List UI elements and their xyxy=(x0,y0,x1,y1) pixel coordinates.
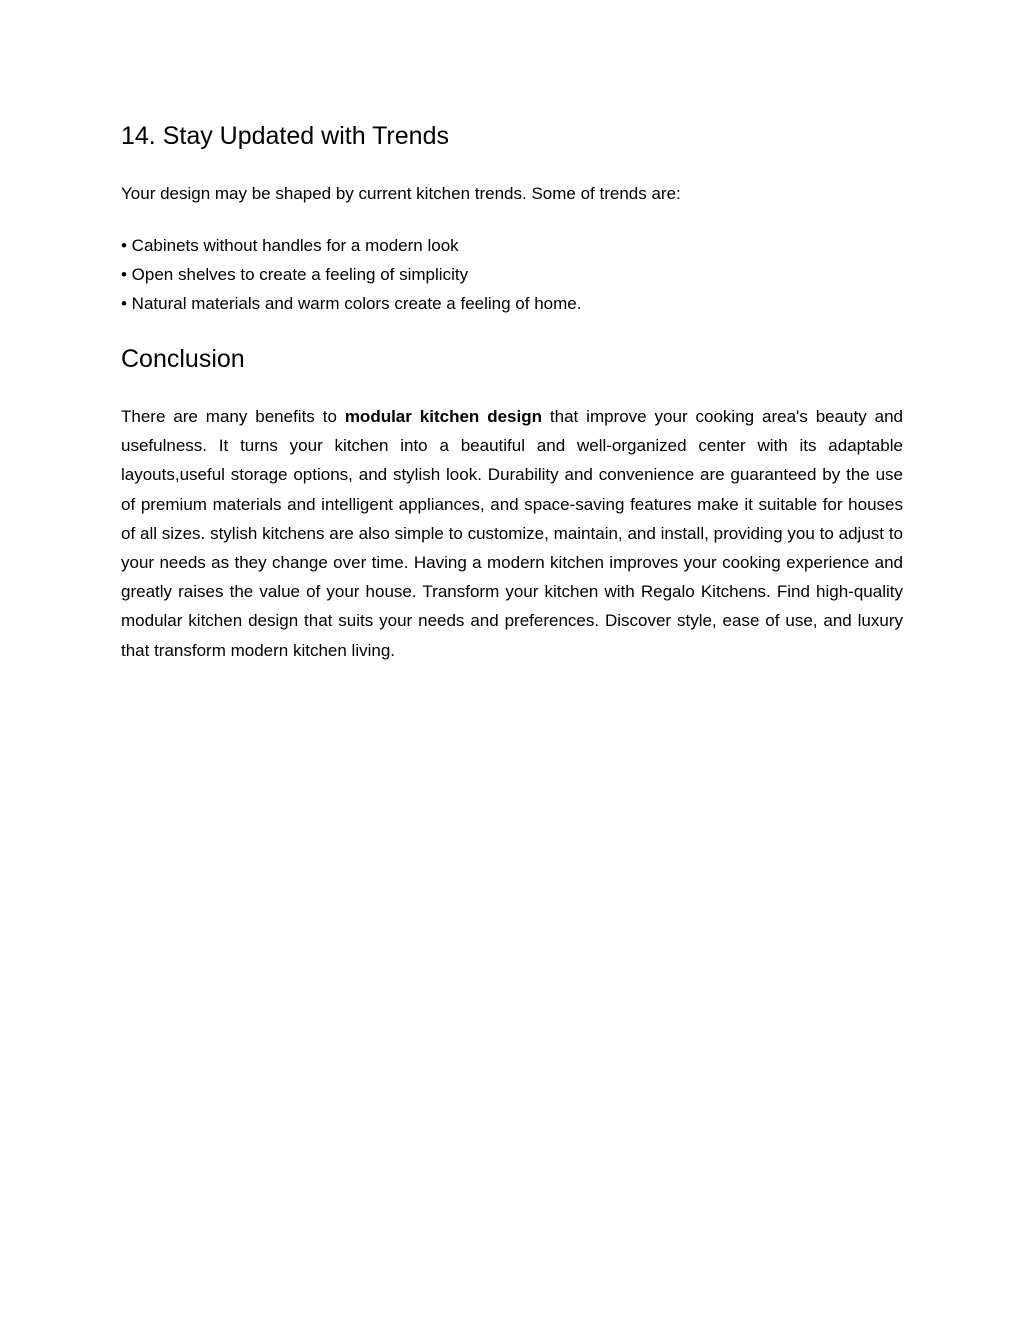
list-item: • Open shelves to create a feeling of simplicity xyxy=(121,265,469,284)
section-heading-trends: 14. Stay Updated with Trends xyxy=(121,122,449,150)
conclusion-paragraph xyxy=(121,402,903,665)
trends-intro-paragraph: Your design may be shaped by current kitchen trends. Some of trends are: xyxy=(121,184,681,203)
section-heading-conclusion: Conclusion xyxy=(121,345,245,373)
conclusion-text-start: There are many benefits to xyxy=(121,407,345,426)
list-item: • Cabinets without handles for a modern look xyxy=(121,236,459,255)
trend-list xyxy=(121,231,581,318)
conclusion-bold-phrase: modular kitchen design xyxy=(344,407,542,426)
list-item: • Natural materials and warm colors create a feeling of home. xyxy=(121,294,582,313)
conclusion-text-rest: that improve your cooking area's beauty and usefulness. It turns your kitchen into a beautiful and well-organized center with its adaptable layouts,useful storage options, and stylish look. Durability and convenience are guaranteed by the use of premium materials and intelligent appliances, and space-saving features make it suitable for houses of all sizes. stylish kitchens are also simple to customize, maintain, and install, providing you to adjust to your needs as they change over time. Having a modern kitchen improves your cooking experience and greatly raises the value of your house. Transform your kitchen with Regalo Kitchens. Find high-quality modular kitchen design that suits your needs and preferences. Discover style, ease of use, and luxury that transform modern kitchen living. xyxy=(121,407,904,660)
